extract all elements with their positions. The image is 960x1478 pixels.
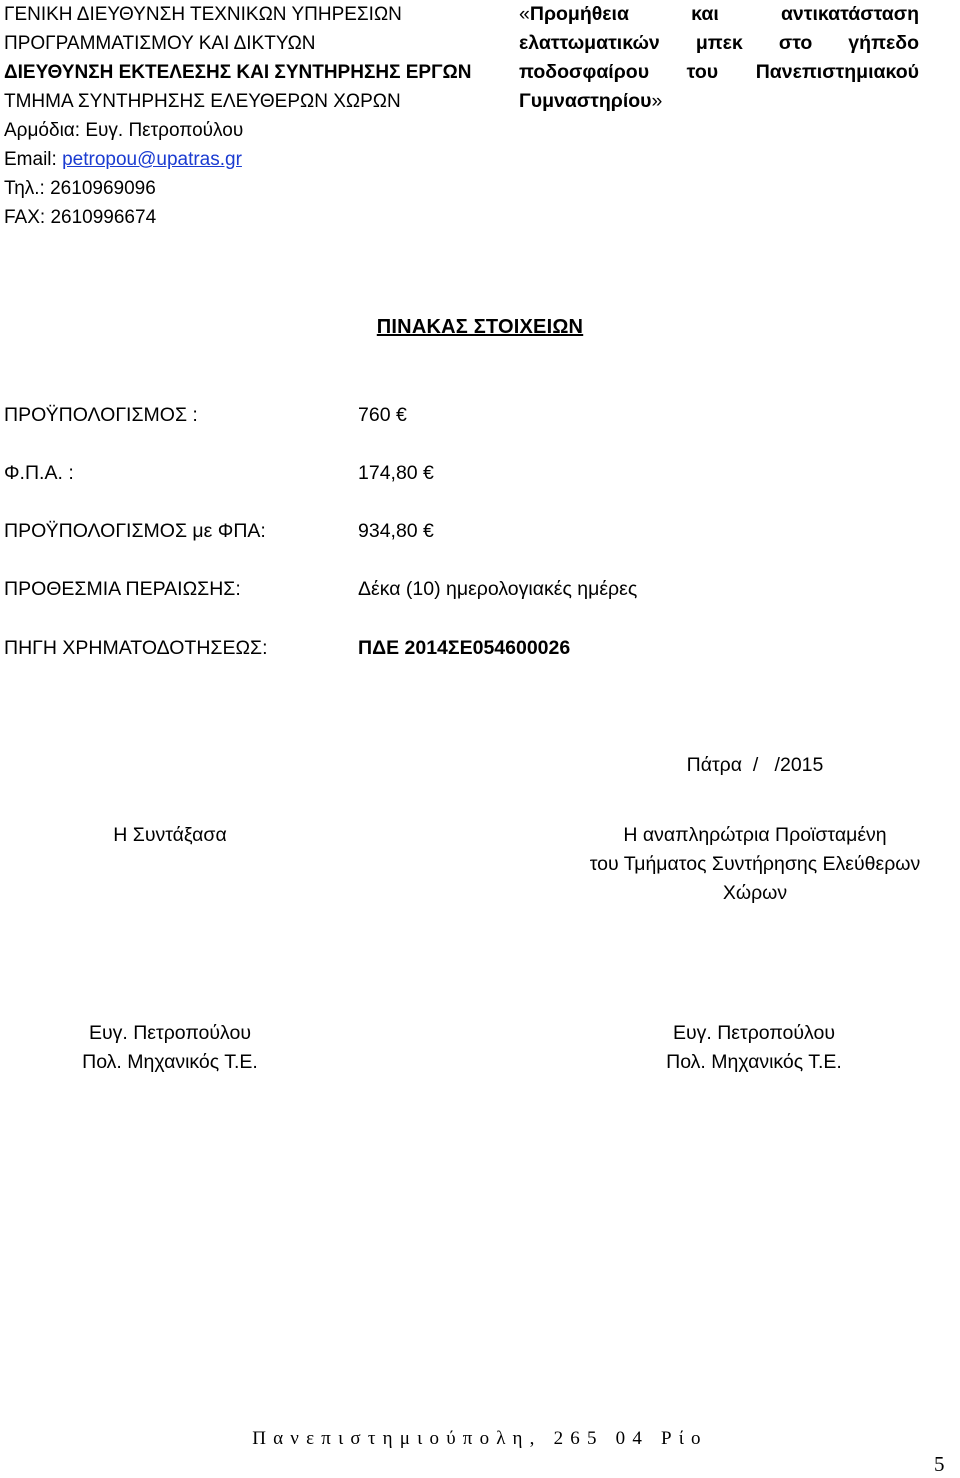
funding-source-label: ΠΗΓΗ ΧΡΗΜΑΤΟΔΟΤΗΣΕΩΣ:: [4, 637, 268, 659]
subject-open-quote: «: [519, 3, 530, 25]
department-line: ΤΜΗΜΑ ΣΥΝΤΗΡΗΣΗΣ ΕΛΕΥΘΕΡΩΝ ΧΩΡΩΝ: [4, 91, 401, 112]
page-title: ΠΙΝΑΚΑΣ ΣΤΟΙΧΕΙΩΝ: [376, 316, 584, 338]
footer-address: Πανεπιστημιούπολη, 265 04 Ρίο: [252, 1428, 708, 1449]
page-number: 5: [934, 1452, 945, 1476]
budget-label: ΠΡΟΫΠΟΛΟΓΙΣΜΟΣ :: [4, 404, 198, 426]
left-signatory-title: Πολ. Μηχανικός Τ.Ε.: [82, 1051, 258, 1073]
fax-line: FAX: 2610996674: [4, 207, 157, 228]
sender-block: [4, 0, 474, 232]
email-line: [4, 145, 474, 174]
subject-title: Προμήθεια και αντικατάσταση ελαττωματικών μπεκ στο γήπεδο ποδοσφαίρου του Πανεπιστημιακού Γυμναστηρίου: [519, 3, 919, 112]
left-signature: [40, 1019, 300, 1077]
right-signature: [624, 1019, 884, 1077]
programming-line: ΠΡΟΓΡΑΜΜΑΤΙΣΜΟΥ ΚΑΙ ΔΙΚΤΥΩΝ: [4, 33, 316, 54]
right-signatory-name: Ευγ. Πετροπούλου: [672, 1022, 836, 1044]
place-date: Πάτρα / /2015: [686, 754, 824, 776]
right-role-line-2: του Τμήματος Συντήρησης Ελεύθερων: [589, 853, 921, 875]
phone-line: Τηλ.: 2610969096: [4, 178, 156, 199]
deadline-label: ΠΡΟΘΕΣΜΙΑ ΠΕΡΑΙΩΣΗΣ:: [4, 578, 241, 600]
directorate-general-line: ΓΕΝΙΚΗ ΔΙΕΥΘΥΝΣΗ ΤΕΧΝΙΚΩΝ ΥΠΗΡΕΣΙΩΝ: [4, 4, 402, 25]
subject-block: [519, 0, 919, 116]
email-link[interactable]: petropou@upatras.gr: [62, 149, 242, 170]
email-label: Email:: [4, 149, 63, 170]
right-role-line-3: Χώρων: [722, 882, 788, 904]
budget-value: 760 €: [358, 404, 407, 426]
deadline-value: Δέκα (10) ημερολογιακές ημέρες: [358, 578, 638, 600]
vat-label: Φ.Π.Α. :: [4, 462, 74, 484]
right-role-line-1: Η αναπληρώτρια Προϊσταμένη: [623, 824, 887, 846]
directorate-line: ΔΙΕΥΘΥΝΣΗ ΕΚΤΕΛΕΣΗΣ ΚΑΙ ΣΥΝΤΗΡΗΣΗΣ ΕΡΓΩΝ: [4, 62, 472, 83]
subject-text: [519, 0, 919, 116]
vat-value: 174,80 €: [358, 462, 434, 484]
budget-with-vat-label: ΠΡΟΫΠΟΛΟΓΙΣΜΟΣ με ΦΠΑ:: [4, 520, 266, 542]
left-signatory-name: Ευγ. Πετροπούλου: [88, 1022, 252, 1044]
right-signatory-title: Πολ. Μηχανικός Τ.Ε.: [666, 1051, 842, 1073]
left-signatory-role: Η Συντάξασα: [113, 824, 227, 846]
right-signatory-role: [540, 821, 960, 908]
responsible-line: Αρμόδια: Ευγ. Πετροπούλου: [4, 120, 244, 141]
subject-close-quote: »: [651, 90, 663, 112]
budget-with-vat-value: 934,80 €: [358, 520, 434, 542]
funding-source-value: ΠΔΕ 2014ΣΕ054600026: [358, 637, 571, 659]
